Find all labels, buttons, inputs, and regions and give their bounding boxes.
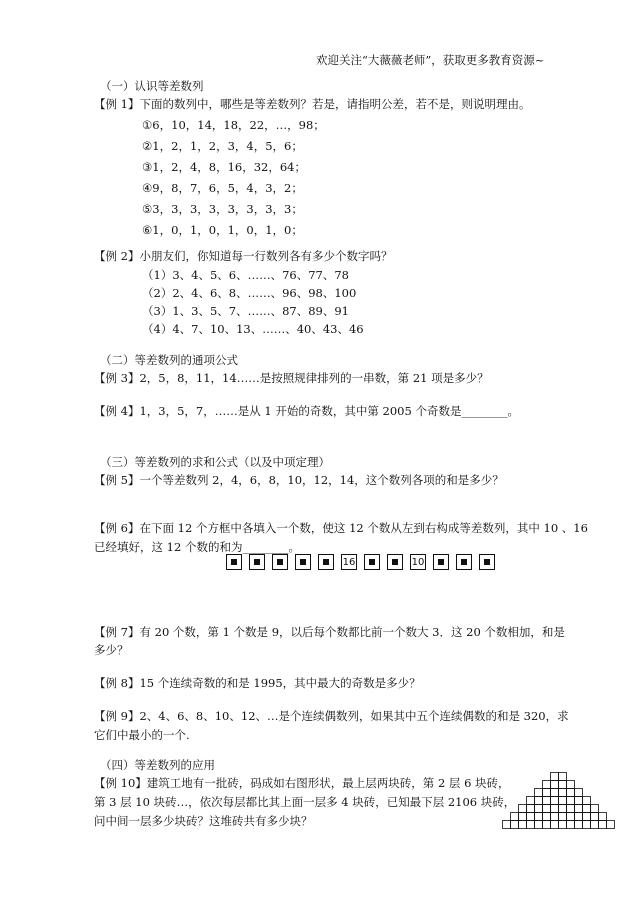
brick — [527, 821, 535, 829]
brick — [567, 821, 575, 829]
brick — [567, 781, 575, 789]
brick — [535, 813, 543, 821]
example-9-question-line-1: 【例 9】2、4、6、8、10、12、…是个连续偶数列，如果其中五个连续偶数的和是 320，求 — [94, 709, 569, 723]
brick — [511, 821, 519, 829]
brick — [575, 821, 583, 829]
number-box-empty — [295, 554, 311, 570]
brick — [551, 773, 559, 781]
brick — [559, 821, 567, 829]
number-box-filled: 10 — [410, 554, 426, 570]
brick — [599, 821, 607, 829]
brick — [591, 805, 599, 813]
brick — [583, 797, 591, 805]
brick — [567, 789, 575, 797]
brick — [575, 813, 583, 821]
brick — [551, 797, 559, 805]
example-1-item: ②1，2，1，2，3，4，5，6； — [142, 139, 303, 153]
brick — [551, 821, 559, 829]
brick — [559, 789, 567, 797]
brick — [543, 805, 551, 813]
brick — [575, 789, 583, 797]
number-box-empty — [226, 554, 242, 570]
brick — [543, 789, 551, 797]
example-8-question: 【例 8】15 个连续奇数的和是 1995，其中最大的奇数是多少？ — [94, 676, 421, 690]
brick — [551, 781, 559, 789]
page-banner: 欢迎关注“大薇薇老师”，获取更多教育资源~ — [316, 53, 545, 67]
brick — [591, 821, 599, 829]
example-1-item: ①6，10，14，18，22，…，98； — [142, 118, 325, 132]
number-box-empty — [249, 554, 265, 570]
example-6-question-line-1: 【例 6】在下面 12 个方框中各填入一个数，使这 12 个数从左到右构成等差数列，其中 10 、16 — [94, 521, 588, 535]
number-box-empty — [364, 554, 380, 570]
number-box-empty — [479, 554, 495, 570]
number-boxes-row — [226, 554, 495, 570]
brick — [519, 813, 527, 821]
brick — [559, 813, 567, 821]
brick — [519, 821, 527, 829]
brick — [607, 821, 615, 829]
example-7-question-line-1: 【例 7】有 20 个数，第 1 个数是 9，以后每个数都比前一个数大 3．这 20 个数相加，和是 — [94, 625, 565, 639]
number-box-empty — [387, 554, 403, 570]
brick — [535, 797, 543, 805]
brick — [559, 773, 567, 781]
brick — [543, 813, 551, 821]
brick — [527, 813, 535, 821]
brick — [583, 813, 591, 821]
section-4-title: （四）等差数列的应用 — [100, 758, 215, 772]
example-10-question-line-3: 问中间一层多少块砖？这堆砖共有多少块？ — [94, 814, 313, 828]
brick — [575, 797, 583, 805]
example-2-question: 【例 2】小朋友们，你知道每一行数列各有多少个数字吗？ — [94, 249, 393, 263]
number-box-empty — [272, 554, 288, 570]
example-2-item: （2）2、4、6、8、……、96、98、100 — [142, 286, 357, 300]
example-3-question: 【例 3】2，5，8，11，14……是按照规律排列的一串数，第 21 项是多少？ — [94, 371, 489, 385]
brick — [503, 821, 511, 829]
example-4-question: 【例 4】1，3，5，7，……是从 1 开始的奇数，其中第 2005 个奇数是________。 — [94, 404, 519, 418]
brick — [543, 797, 551, 805]
number-box-filled: 16 — [341, 554, 357, 570]
brick — [527, 797, 535, 805]
brick — [567, 797, 575, 805]
brick — [543, 781, 551, 789]
example-1-item: ③1，2，4，8，16，32，64； — [142, 160, 306, 174]
number-box-empty — [433, 554, 449, 570]
brick — [535, 805, 543, 813]
section-3-title: （三）等差数列的求和公式（以及中项定理） — [100, 455, 330, 469]
brick — [559, 781, 567, 789]
brick — [575, 805, 583, 813]
brick — [527, 805, 535, 813]
brick — [551, 813, 559, 821]
example-6-question-line-2: 已经填好，这 12 个数的和为________。 — [94, 540, 300, 554]
brick — [591, 813, 599, 821]
brick — [567, 805, 575, 813]
brick — [511, 813, 519, 821]
example-9-question-line-2: 它们中最小的一个. — [94, 728, 190, 742]
brick — [551, 789, 559, 797]
example-2-item: （1）3、4、5、6、……、76、77、78 — [142, 268, 349, 282]
example-1-question: 【例 1】下面的数列中，哪些是等差数列？若是，请指明公差，若不是，则说明理由。 — [94, 97, 531, 111]
example-1-item: ④9，8，7，6，5，4，3，2； — [142, 181, 303, 195]
example-1-item: ⑥1，0，1，0，1，0，1，0； — [142, 223, 303, 237]
section-1-title: （一）认识等差数列 — [100, 79, 204, 93]
brick — [543, 821, 551, 829]
brick — [567, 813, 575, 821]
brick — [535, 789, 543, 797]
section-2-title: （二）等差数列的通项公式 — [100, 353, 238, 367]
brick — [599, 813, 607, 821]
brick-pyramid-diagram — [498, 772, 618, 829]
example-2-item: （3）1、3、5、7、……、87、89、91 — [142, 304, 349, 318]
number-box-empty — [456, 554, 472, 570]
brick — [559, 805, 567, 813]
example-10-question-line-2: 第 3 层 10 块砖…，依次每层都比其上面一层多 4 块砖，已知最下层 2106 块砖， — [94, 795, 516, 809]
number-box-empty — [318, 554, 334, 570]
example-10-question-line-1: 【例 10】建筑工地有一批砖，码成如右图形状，最上层两块砖，第 2 层 6 块砖， — [94, 776, 510, 790]
example-1-item: ⑤3，3，3，3，3，3，3，3； — [142, 202, 303, 216]
brick — [535, 821, 543, 829]
example-2-item: （4）4、7、10、13、……、40、43、46 — [142, 322, 364, 336]
brick — [519, 805, 527, 813]
brick — [583, 821, 591, 829]
example-5-question: 【例 5】一个等差数列 2，4，6，8，10，12，14，这个数列各项的和是多少？ — [94, 473, 504, 487]
brick — [551, 805, 559, 813]
example-7-question-line-2: 多少？ — [94, 643, 129, 657]
brick — [559, 797, 567, 805]
brick — [583, 805, 591, 813]
